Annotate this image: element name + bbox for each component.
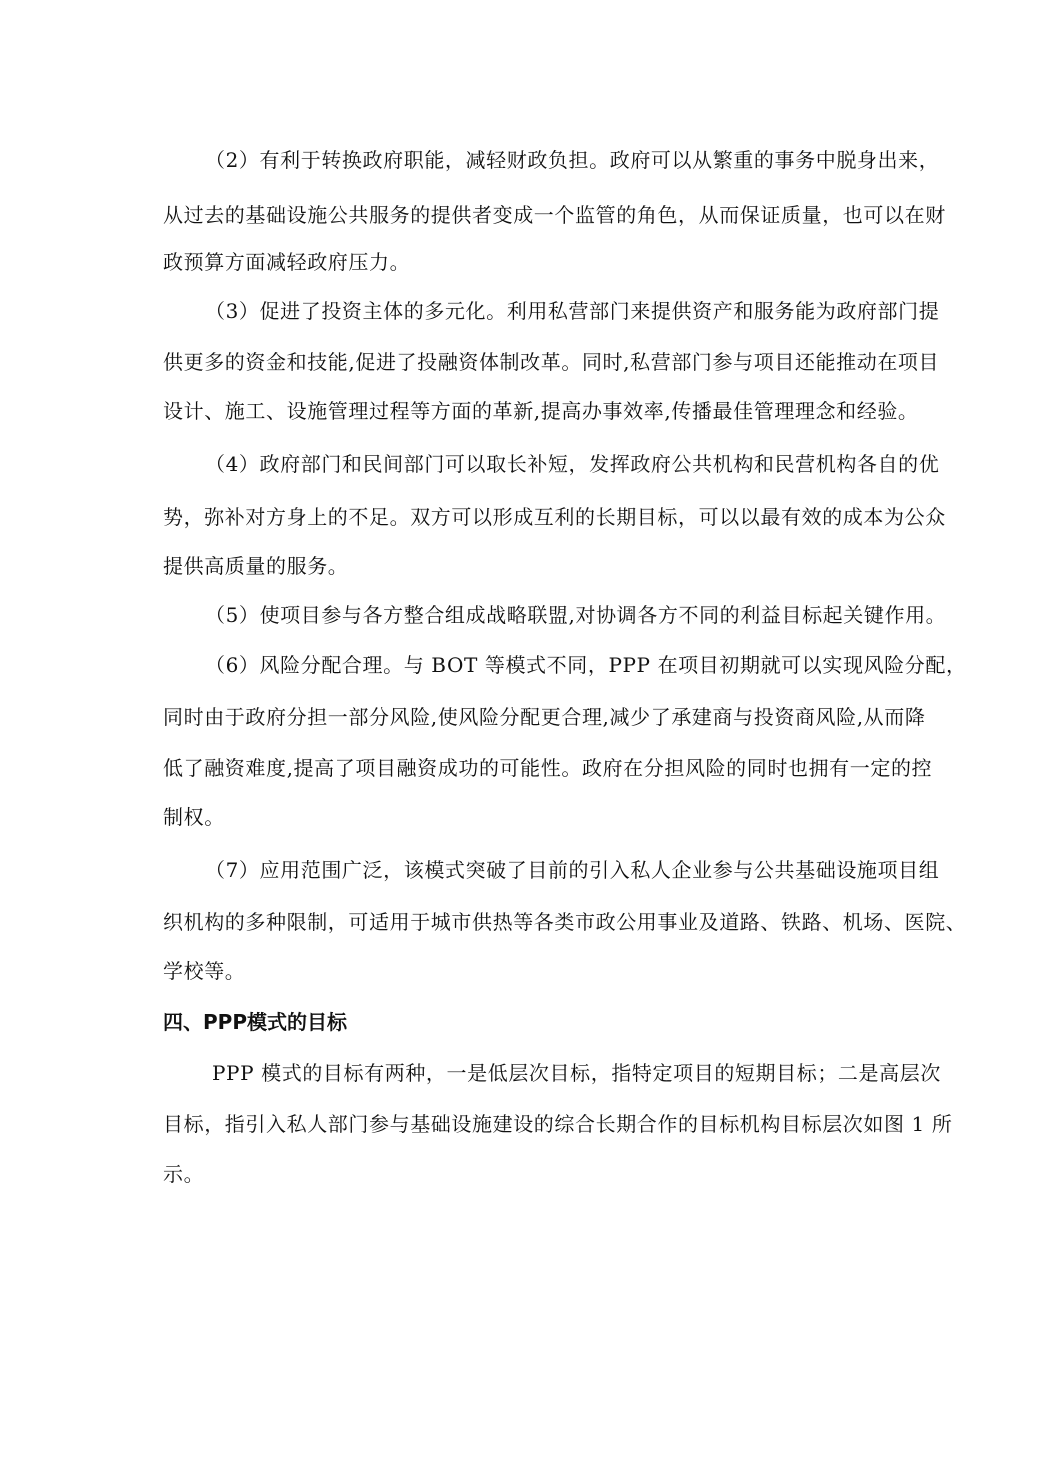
paragraph-7-line-1: （7）应用范围广泛，该模式突破了目前的引入私人企业参与公共基础设施项目组 [205,858,940,882]
paragraph-4-line-2: 势，弥补对方身上的不足。双方可以形成互利的长期目标，可以以最有效的成本为公众 [163,505,946,529]
paragraph-6-line-4: 制权。 [163,805,225,829]
paragraph-3-line-2: 供更多的资金和技能,促进了投融资体制改革。同时,私营部门参与项目还能推动在项目 [163,350,940,374]
paragraph-2-line-2: 从过去的基础设施公共服务的提供者变成一个监管的角色，从而保证质量，也可以在财 [163,203,946,227]
paragraph-4-line-3: 提供高质量的服务。 [163,554,349,578]
paragraph-8-line-1: PPP 模式的目标有两种，一是低层次目标，指特定项目的短期目标；二是高层次 [212,1061,941,1085]
paragraph-6-line-2: 同时由于政府分担一部分风险,使风险分配更合理,减少了承建商与投资商风险,从而降 [163,705,926,729]
paragraph-2-line-1: （2）有利于转换政府职能，减轻财政负担。政府可以从繁重的事务中脱身出来， [205,148,940,172]
paragraph-6-line-1: （6）风险分配合理。与 BOT 等模式不同，PPP 在项目初期就可以实现风险分配， [205,653,967,677]
paragraph-7-line-3: 学校等。 [163,959,246,983]
paragraph-8-line-3: 示。 [163,1162,205,1186]
paragraph-6-line-3: 低了融资难度,提高了项目融资成功的可能性。政府在分担风险的同时也拥有一定的控 [163,756,933,780]
paragraph-3-line-3: 设计、施工、设施管理过程等方面的革新,提高办事效率,传播最佳管理理念和经验。 [163,399,919,423]
paragraph-3-line-1: （3）促进了投资主体的多元化。利用私营部门来提供资产和服务能为政府部门提 [205,299,940,323]
section-heading: 四、PPP模式的目标 [163,1010,347,1034]
paragraph-2-line-3: 政预算方面减轻政府压力。 [163,250,411,274]
paragraph-8-line-2: 目标，指引入私人部门参与基础设施建设的综合长期合作的目标机构目标层次如图 1 所 [163,1112,953,1136]
paragraph-5-line-1: （5）使项目参与各方整合组成战略联盟,对协调各方不同的利益目标起关键作用。 [205,603,947,627]
paragraph-4-line-1: （4）政府部门和民间部门可以取长补短，发挥政府公共机构和民营机构各自的优 [205,452,940,476]
paragraph-7-line-2: 织机构的多种限制，可适用于城市供热等各类市政公用事业及道路、铁路、机场、医院、 [163,910,967,934]
